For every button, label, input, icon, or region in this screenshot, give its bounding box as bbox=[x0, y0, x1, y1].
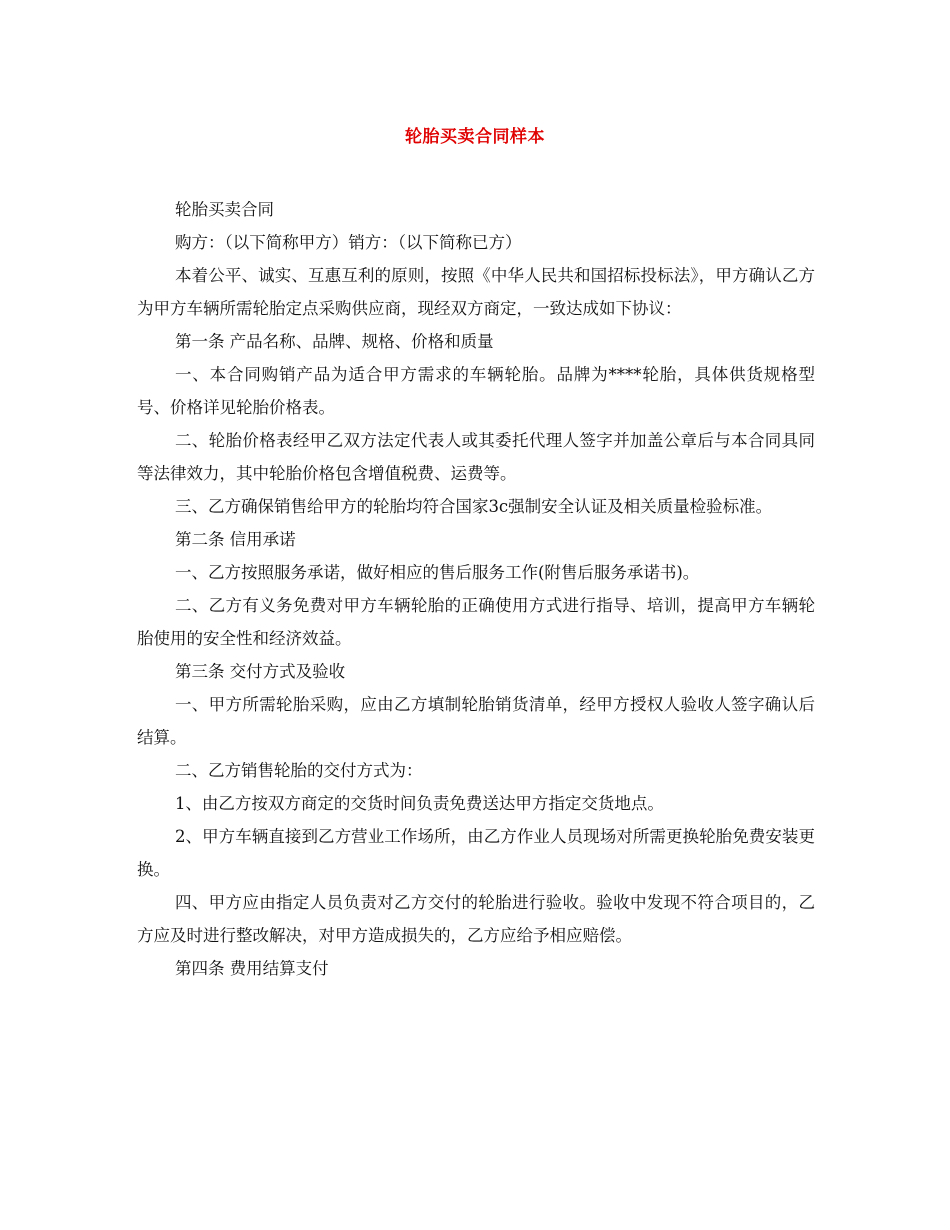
paragraph-preamble: 本着公平、诚实、互惠互利的原则，按照《中华人民共和国招标投标法》，甲方确认乙方为甲方车辆所需轮胎定点采购供应商，现经双方商定，一致达成如下协议： bbox=[137, 266, 815, 318]
article-1-heading: 第一条 产品名称、品牌、规格、价格和质量 bbox=[174, 332, 494, 351]
article-1-clause-3: 三、乙方确保销售给甲方的轮胎均符合国家3c强制安全认证及相关质量检验标准。 bbox=[174, 497, 773, 516]
document-body bbox=[137, 193, 815, 985]
article-1-clause-1: 一、本合同购销产品为适合甲方需求的车辆轮胎。品牌为****轮胎，具体供货规格型号、价格详见轮胎价格表。 bbox=[137, 365, 815, 417]
document-title: 轮胎买卖合同样本 bbox=[405, 127, 545, 147]
article-3-item-1: 1、由乙方按双方商定的交货时间负责免费送达甲方指定交货地点。 bbox=[174, 794, 664, 813]
article-4-heading: 第四条 费用结算支付 bbox=[174, 959, 329, 978]
article-3-clause-2: 二、乙方销售轮胎的交付方式为： bbox=[174, 761, 423, 780]
article-2-heading: 第二条 信用承诺 bbox=[174, 530, 296, 549]
article-3-heading: 第三条 交付方式及验收 bbox=[174, 662, 346, 681]
article-2-clause-2: 二、乙方有义务免费对甲方车辆轮胎的正确使用方式进行指导、培训，提高甲方车辆轮胎使用的安全性和经济效益。 bbox=[137, 596, 815, 648]
paragraph-contract-heading: 轮胎买卖合同 bbox=[174, 200, 274, 219]
article-3-clause-4: 四、甲方应由指定人员负责对乙方交付的轮胎进行验收。验收中发现不符合项目的，乙方应及时进行整改解决，对甲方造成损失的，乙方应给予相应赔偿。 bbox=[137, 893, 815, 945]
paragraph-parties: 购方：（以下简称甲方）销方：（以下简称已方） bbox=[174, 233, 522, 252]
article-2-clause-1: 一、乙方按照服务承诺，做好相应的售后服务工作(附售后服务承诺书)。 bbox=[174, 563, 700, 582]
article-1-clause-2: 二、轮胎价格表经甲乙双方法定代表人或其委托代理人签字并加盖公章后与本合同具同等法律效力，其中轮胎价格包含增值税费、运费等。 bbox=[137, 431, 815, 483]
article-3-item-2: 2、甲方车辆直接到乙方营业工作场所，由乙方作业人员现场对所需更换轮胎免费安装更换。 bbox=[137, 827, 815, 879]
article-3-clause-1: 一、甲方所需轮胎采购，应由乙方填制轮胎销货清单，经甲方授权人验收人签字确认后结算。 bbox=[137, 695, 815, 747]
